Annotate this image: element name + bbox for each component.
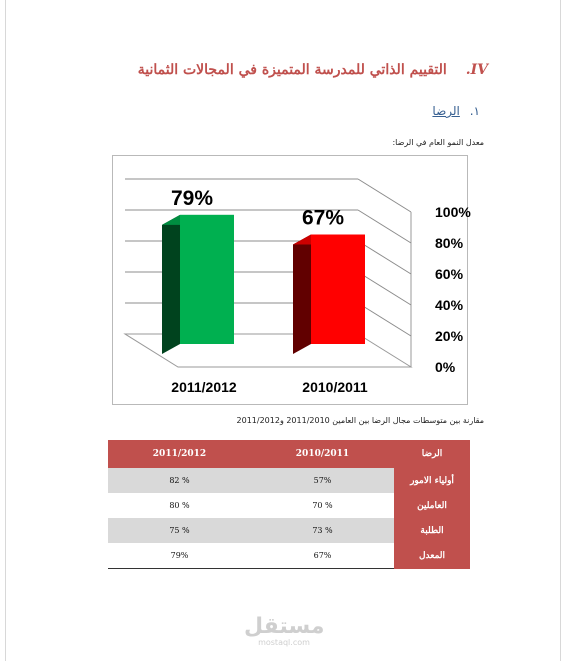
comparison-table (108, 440, 470, 569)
growth-chart (113, 156, 471, 404)
row-label: المعدل (394, 543, 470, 569)
gridline-depth (358, 179, 411, 212)
header-2011-2012: 2011/2012 (108, 440, 251, 468)
gridline-depth (358, 210, 411, 243)
gridline-depth (358, 303, 411, 336)
cell-2011: 80 % (169, 501, 190, 510)
y-tick-label: 0% (435, 359, 456, 375)
subsection-title: الرضا (432, 104, 460, 118)
table-header-row (108, 440, 470, 468)
data-label: 67% (301, 206, 345, 230)
row-label: الطلبة (394, 518, 470, 543)
bar (180, 215, 234, 344)
x-category-label: 2010/2011 (302, 379, 368, 395)
y-tick-label: 40% (435, 297, 464, 313)
watermark-logo (244, 616, 324, 648)
subsection-number: ١. (469, 104, 480, 118)
cell-2010: 67% (251, 543, 394, 569)
bar-side (293, 235, 311, 354)
y-tick-label: 100% (435, 204, 471, 220)
x-category-label: 2011/2012 (171, 379, 237, 395)
header-2010-2011: 2010/2011 (251, 440, 394, 468)
cell-2010: 70 % (312, 501, 333, 510)
row-label: أولياء الامور (394, 468, 470, 493)
header-domain: الرضا (394, 440, 470, 468)
section-number: IV. (465, 62, 488, 78)
subsection-heading (432, 104, 480, 118)
bar (311, 235, 365, 344)
chart-caption: معدل النمو العام في الرضا: (392, 138, 484, 147)
y-tick-label: 20% (435, 328, 464, 344)
y-tick-label: 60% (435, 266, 464, 282)
row-label: العاملين (394, 493, 470, 518)
watermark-main: مستقل (244, 614, 325, 639)
table-row (108, 543, 470, 569)
cell-2011: 75 % (108, 518, 251, 543)
watermark-sub: mostaql.com (258, 638, 310, 647)
gridline-depth (358, 272, 411, 305)
y-tick-label: 80% (435, 235, 464, 251)
section-title: التقييم الذاتي للمدرسة المتميزة في المجالات الثمانية (137, 62, 447, 78)
table-row (108, 493, 470, 518)
bar-side (162, 215, 180, 354)
gridline-depth (358, 241, 411, 274)
cell-2011: 79% (108, 543, 251, 569)
section-heading (138, 62, 488, 78)
cell-2011: 82 % (108, 468, 251, 493)
table-caption: مقارنة بين متوسطات مجال الرضا بين العامين 2011/2010 و2011/2012 (236, 416, 484, 425)
table-row (108, 468, 470, 493)
cell-2010: 73 % (251, 518, 394, 543)
chart-frame (112, 155, 471, 405)
table-row (108, 518, 470, 543)
cell-2010: 57% (251, 468, 394, 493)
data-label: 79% (170, 186, 214, 210)
